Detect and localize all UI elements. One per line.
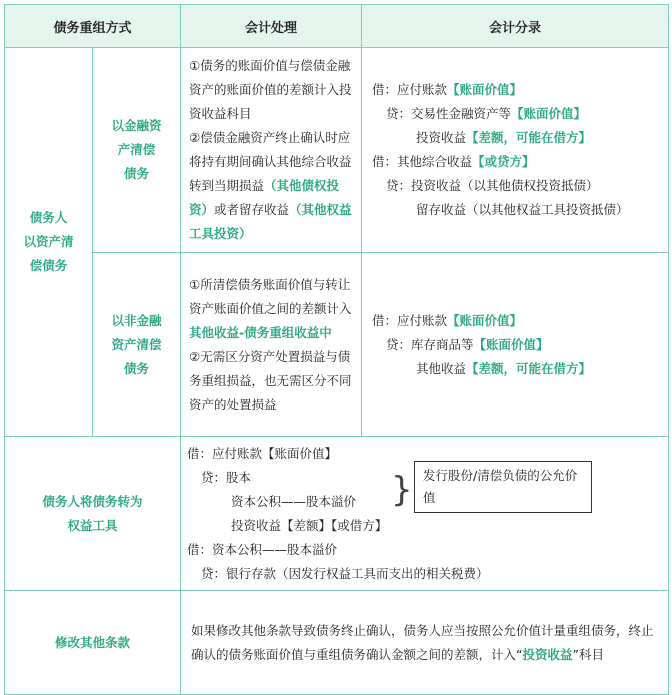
debt-restructuring-table [4,4,669,695]
header-row [5,5,669,48]
brace-icon: } [391,470,413,510]
treatment-financial-asset: ①债务的账面价值与偿债金融资产的账面价值的差额计入投资收益科目 ②偿债金融资产终止确认时应将持有期间确认其他综合收益转到当期损益（其他债权投资）或者留存收益（其他权益工具投资） [181,48,362,253]
entries-financial-asset: 借：应付账款【账面价值】 贷：交易性金融资产等【账面价值】 投资收益【差额，可能在借方】 借：其他综合收益【或贷方】 贷：投资收益（以其他债权投资抵债） 留存收益（以其他权益工具投资抵债） [362,48,669,253]
header-entries: 会计分录 [362,5,669,48]
label-modify-terms: 修改其他条款 [5,591,181,695]
sublabel-non-financial-asset: 以非金融 资产清偿 债务 [93,253,181,437]
treatment-non-financial-asset: ①所清偿债务账面价值与转让资产账面价值之间的差额计入其他收益-债务重组收益中 ②无需区分资产处置损益与债务重组损益，也无需区分不同资产的处置损益 [181,253,362,437]
label-asset-settlement: 债务人 以资产清 偿债务 [5,48,93,437]
row-non-financial-asset [5,253,669,437]
entries-debt-to-equity: 借：应付账款【账面价值】 贷：股本 资本公积——股本溢价 投资收益【差额】【或借方】 借：资本公积——股本溢价 贷：银行存款（因发行权益工具而支出的相关税费） } 发行股份/清偿负债的公允价值 [181,437,669,591]
text-modify-terms: 如果修改其他条款导致债务终止确认，债务人应当按照公允价值计量重组债务，终止确认的债务账面价值与重组债务确认金额之间的差额，计入“投资收益”科目 [181,591,669,695]
header-method: 债务重组方式 [5,5,181,48]
row-debt-to-equity [5,437,669,591]
row-financial-asset [5,48,669,253]
header-treatment: 会计处理 [181,5,362,48]
fair-value-note: 发行股份/清偿负债的公允价值 [414,461,592,513]
entries-non-financial-asset: 借：应付账款【账面价值】 贷：库存商品等【账面价值】 其他收益【差额，可能在借方】 [362,253,669,437]
row-modify-terms [5,591,669,695]
label-debt-to-equity: 债务人将债务转为 权益工具 [5,437,181,591]
sublabel-financial-asset: 以金融资 产清偿 债务 [93,48,181,253]
